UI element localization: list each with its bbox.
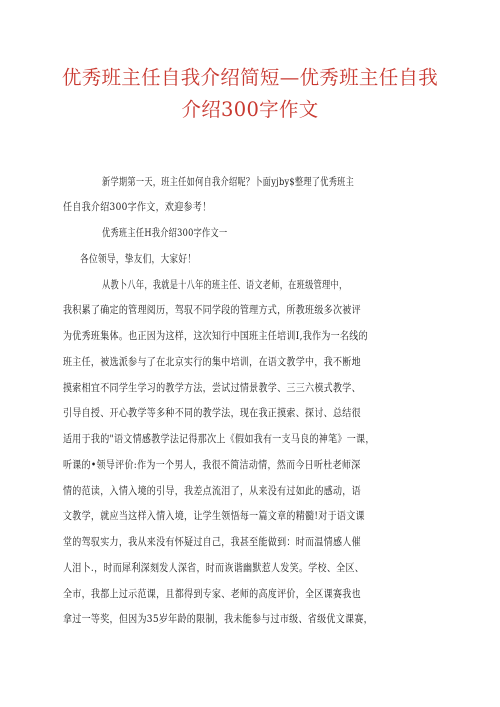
paragraph-intro-line-1: 新学期第一天，班主任如何自我介绍呢？卜面yjby$整理了优秀班主 [102, 176, 355, 188]
paragraph-body-line-3: 为优秀班集体。也正因为这样，这次知行中国班主任培训I,我作为一名线的 [63, 330, 368, 342]
paragraph-body-line-11: 堂的驾驭实力，我从来没有怀疑过自己，我甚至能做到：时而温情感人催 [63, 536, 361, 548]
paragraph-body-line-12: 人泪卜.，时而犀利深刻发人深省，时而诙谐幽默惹人发笑。学校、全区、 [63, 562, 365, 574]
paragraph-body-line-14: 拿过一等奖，但因为35岁年龄的限制，我未能参与过市级、省级优文课赛， [63, 613, 373, 625]
paragraph-body-line-1: 从教卜八年，我就是十八年的班主任、语文老师，在班级管理中， [102, 279, 348, 291]
paragraph-body-line-10: 文教学，就应当这样入情入境，让学生领悟每一篇文章的精髓!对于语文课 [63, 510, 365, 522]
paragraph-body-line-2: 我积累了确定的管理阅历，驾驭不同学段的管理方式，所教班级多次被评 [63, 304, 361, 316]
paragraph-intro-line-2: 任自我介绍300字作文，欢迎参考！ [63, 201, 212, 213]
paragraph-body-line-9: 情的范读，入情入境的引导，我差点流泪了，从来没有过如此的感动，语 [63, 485, 361, 497]
document-title-line-2: 介绍300字作文 [181, 98, 319, 121]
paragraph-body-line-6: 引导自授、开心教学等多种不同的教学法，现在我正摸索、探讨、总结很 [63, 407, 361, 419]
paragraph-body-line-8: 听课的•领导评价:作为一个男人，我很不简洁动情，然而今日听杜老师深 [63, 459, 361, 471]
paragraph-body-line-4: 班主任，被选派参与了在北京实行的集中培训，在语文教学中，我不断地 [63, 356, 361, 368]
document-title-line-1: 优秀班主任自我介绍简短—优秀班主任自我 [61, 66, 439, 89]
section-heading: 优秀班主任H我介绍300字作文一 [102, 227, 228, 239]
paragraph-body-line-5: 摸索相宜不同学生学习的教学方法，尝试过情景教学、三三六模式教学、 [63, 382, 361, 394]
paragraph-body-line-7: 适用于我的"语文情感教学法记得那次上《假如我有一支马良的神笔》一课， [63, 433, 375, 445]
paragraph-body-line-13: 全市，我都上过示范课，且都得到专家、老师的高度评价，全区课赛我也 [63, 588, 361, 600]
greeting-line: 各位领导，挚友们，大家好！ [80, 253, 197, 265]
